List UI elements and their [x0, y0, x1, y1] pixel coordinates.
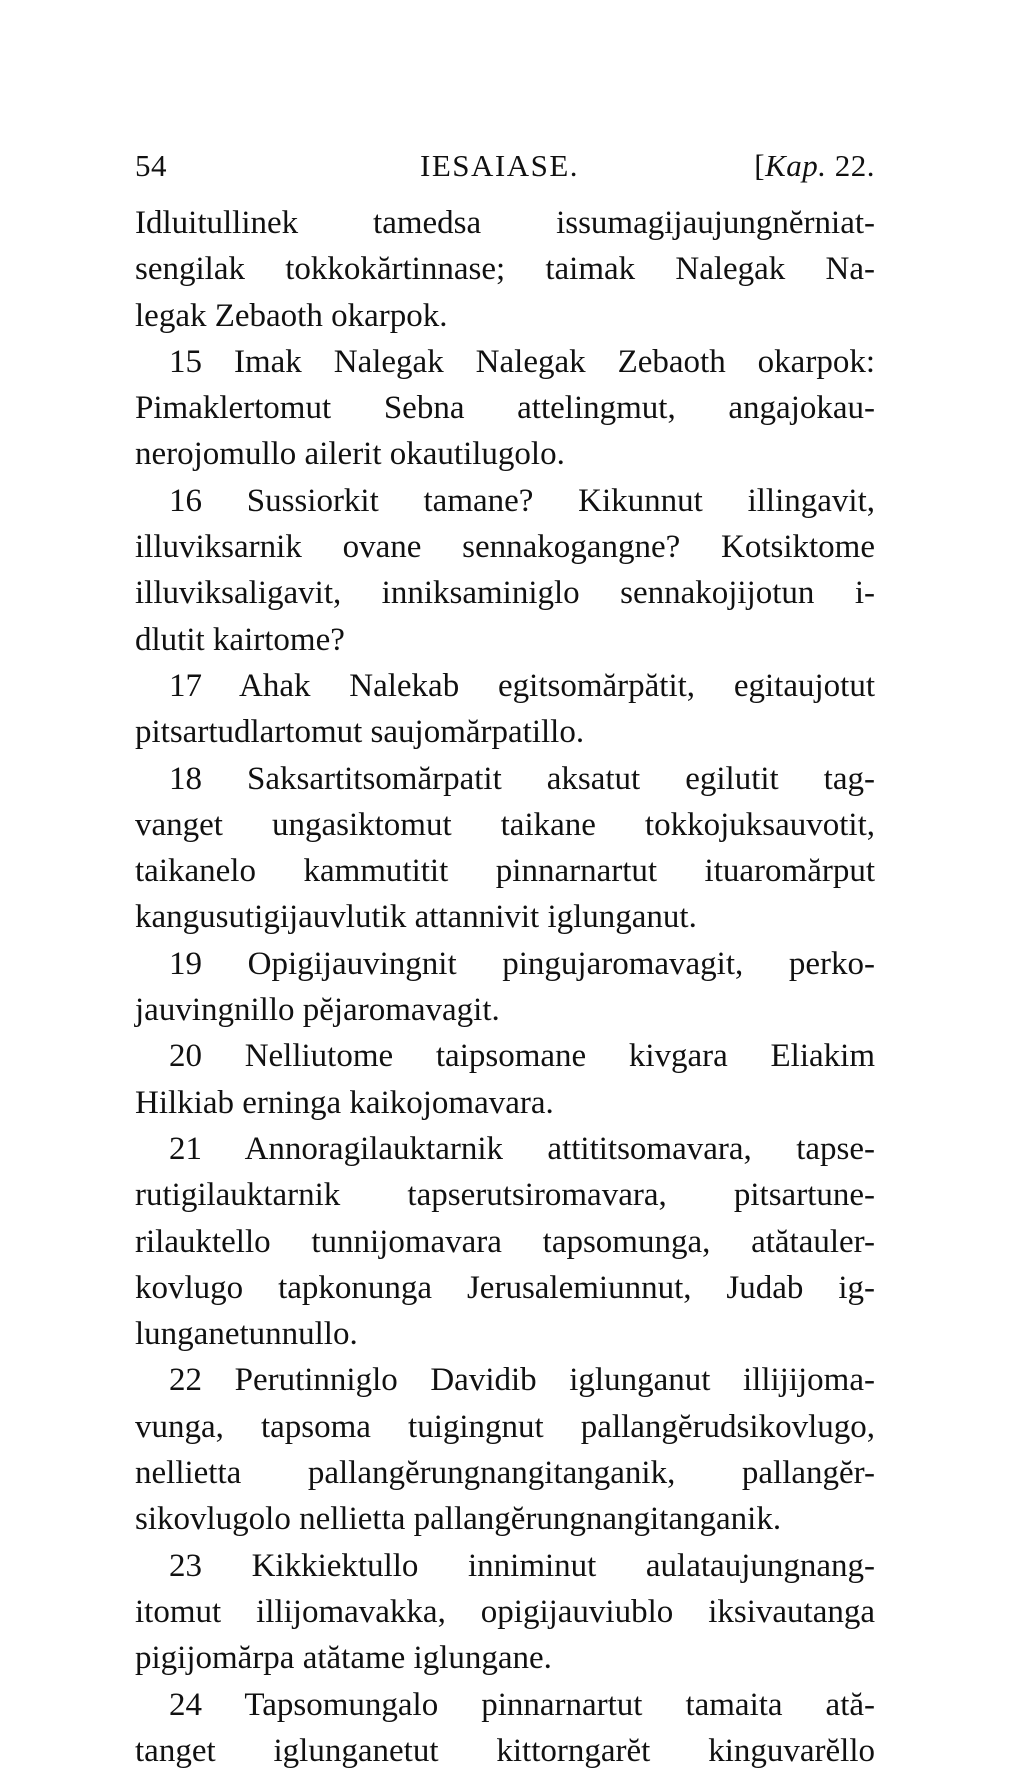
- text-line: pigijomărpa atătame iglungane.: [135, 1640, 552, 1677]
- text-line: vunga, tapsoma tuigingnut pallangĕrudsikovlugo,: [135, 1408, 875, 1445]
- text-line: jauvingnillo pĕjaromavagit.: [135, 992, 500, 1029]
- text-line: illuviksaligavit, inniksaminiglo sennakojijotun i-: [135, 575, 875, 612]
- text-line: 18 Saksartitsomărpatit aksatut egilutit tag-: [169, 760, 875, 797]
- text-line: 19 Opigijauvingnit pingujaromavagit, perko-: [169, 945, 875, 982]
- body-text: [135, 200, 875, 1774]
- text-line: 23 Kikkiektullo inniminut aulataujungnang-: [169, 1547, 875, 1584]
- text-line: pitsartudlartomut saujomărpatillo.: [135, 714, 585, 751]
- text-line: Hilkiab erninga kaikojomavara.: [135, 1084, 554, 1121]
- text-line: 15 Imak Nalegak Nalegak Zebaoth okarpok:: [169, 343, 875, 380]
- text-line: nerojomullo ailerit okautilugolo.: [135, 436, 565, 473]
- text-line: itomut illijomavakka, opigijauviublo iksivautanga: [135, 1593, 875, 1630]
- text-line: rilauktello tunnijomavara tapsomunga, atătauler-: [135, 1223, 875, 1260]
- book-title: IESAIASE.: [420, 148, 580, 183]
- text-line: 17 Ahak Nalekab egitsomărpătit, egitaujotut: [169, 667, 875, 704]
- text-line: Idluitullinek tamedsa issumagijaujungnĕrniat-: [135, 205, 875, 241]
- text-line: tanget iglunganetut kittorngarĕt kinguvarĕllo: [135, 1732, 875, 1769]
- text-line: 22 Perutinniglo Davidib iglunganut illijijoma-: [169, 1362, 875, 1399]
- text-line: taikanelo kammutitit pinnarnartut ituaromărput: [135, 853, 875, 890]
- text-line: lunganetunnullo.: [135, 1316, 358, 1353]
- text-line: sikovlugolo nellietta pallangĕrungnangitanganik.: [135, 1501, 782, 1538]
- text-line: kangusutigijauvlutik attannivit iglunganut.: [135, 899, 697, 936]
- text-line: Pimaklertomut Sebna attelingmut, angajokau-: [135, 390, 875, 427]
- text-line: legak Zebaoth okarpok.: [135, 297, 448, 334]
- text-line: kovlugo tapkonunga Jerusalemiunnut, Judab ig-: [135, 1269, 875, 1306]
- chapter-number: 22.: [834, 148, 875, 183]
- text-line: 21 Annoragilauktarnik attititsomavara, tapse-: [169, 1130, 875, 1167]
- text-line: illuviksarnik ovane sennakogangne? Kotsiktome: [135, 529, 875, 566]
- text-line: dlutit kairtome?: [135, 621, 345, 658]
- text-line: 16 Sussiorkit tamane? Kikunnut illingavit,: [169, 482, 875, 519]
- text-line: sengilak tokkokărtinnase; taimak Nalegak Na-: [135, 251, 875, 288]
- text-line: rutigilauktarnik tapserutsiromavara, pitsartune-: [135, 1177, 875, 1214]
- text-line: 24 Tapsomungalo pinnarnartut tamaita ată-: [169, 1686, 875, 1723]
- chapter-bracket: [: [754, 148, 766, 183]
- chapter-label: Kap.: [765, 148, 827, 183]
- book-page: [135, 140, 875, 1774]
- chapter-reference: [754, 148, 875, 184]
- page-number: 54: [135, 148, 167, 183]
- running-header: [135, 140, 875, 190]
- text-line: vanget ungasiktomut taikane tokkojuksauvotit,: [135, 806, 875, 843]
- text-line: nellietta pallangĕrungnangitanganik, pallangĕr-: [135, 1455, 875, 1492]
- text-line: 20 Nelliutome taipsomane kivgara Eliakim: [169, 1038, 875, 1075]
